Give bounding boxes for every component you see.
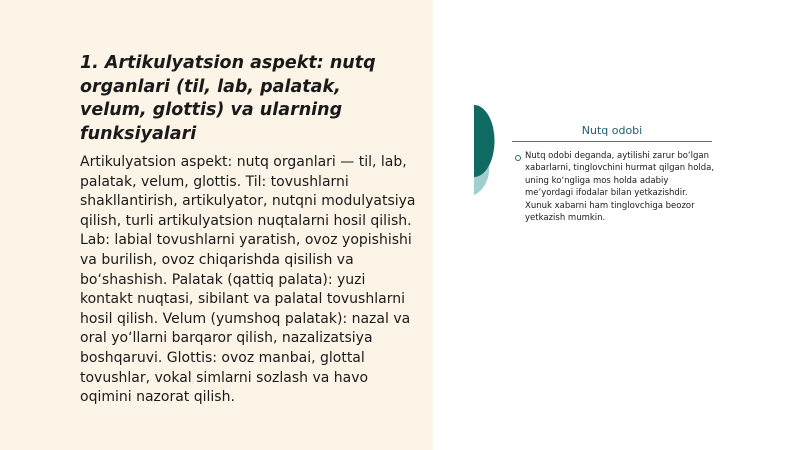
- embedded-slide-bullet-text: Nutq odobi deganda, aytilishi zarur bo‘lgan xabarlarni, tinglovchini hurmat qilgan holda, uning ko‘ngliga mos holda adabiy me’yordagi ifodalar bilan yetkazishdir. Xunuk xabarni ham tinglovchiga beozor yetkazish mumkin.: [525, 151, 715, 224]
- bullet-marker: [515, 155, 521, 161]
- embedded-slide-title: Nutq odobi: [581, 124, 643, 137]
- teal-dark-semicircle: [474, 105, 495, 177]
- embedded-slide-divider: [512, 141, 712, 142]
- teal-decoration-shape: [474, 105, 514, 200]
- section-body-text: Artikulyatsion aspekt: nutq organlari — til, lab, palatak, velum, glottis. Til: tovushlarni shakllantirish, artikulyator, nutqni modulyatsiya qilish, turli artikulyatsion nuqtalarni hosil qilish. Lab: labial tovushlarni yaratish, ovoz yopishishi va burilish, ovoz chiqarishda qisilish va bo‘shashish. Palatak (qattiq palata): yuzi kontakt nuqtasi, sibilant va palatal tovushlarni hosil qilish. Velum (yumshoq palatak): nazal va oral yo‘llarni barqaror qilish, nazalizatsiya boshqaruvi. Glottis: ovoz manbai, glottal tovushlar, vokal simlarni sozlash va havo oqimini nazorat qilish.: [80, 154, 416, 406]
- section-title: 1. Artikulyatsion aspekt: nutq organlari (til, lab, palatak, velum, glottis) va ularning funksiyalari: [80, 53, 376, 144]
